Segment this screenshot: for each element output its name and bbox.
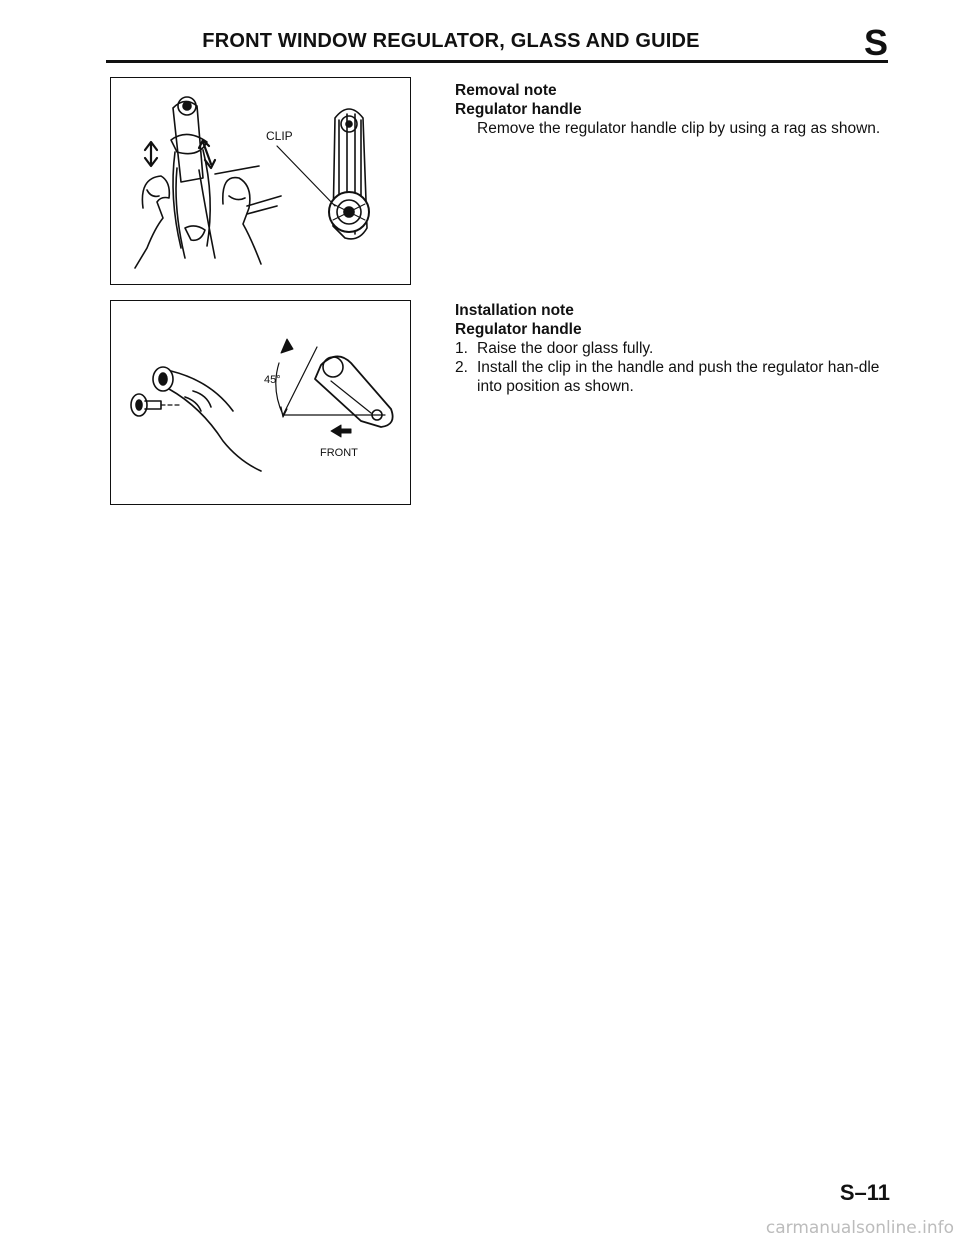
step-number: 2. — [455, 359, 468, 376]
illustration-handle-install — [111, 301, 409, 503]
figure-installation — [110, 300, 411, 505]
figure-removal — [110, 77, 411, 285]
illustration-rag-removal — [111, 78, 409, 283]
step-number: 1. — [455, 340, 468, 357]
installation-step — [455, 339, 890, 358]
installation-note — [455, 301, 890, 396]
removal-text: Remove the regulator handle clip by using a rag as shown. — [477, 120, 881, 137]
page-header — [106, 24, 888, 64]
angle-label: 45° — [264, 374, 281, 386]
step-text: Install the clip in the handle and push the regulator han-dle into position as shown. — [477, 359, 880, 395]
section-letter: S — [863, 22, 888, 63]
clip-label: CLIP — [266, 129, 293, 143]
removal-note — [455, 81, 890, 138]
installation-step — [455, 358, 890, 396]
page-title: FRONT WINDOW REGULATOR, GLASS AND GUIDE — [202, 30, 700, 52]
watermark: carmanualsonline.info — [765, 1218, 954, 1238]
removal-heading: Removal note — [455, 82, 557, 99]
page-number: S–11 — [839, 1180, 890, 1205]
installation-subheading: Regulator handle — [455, 321, 582, 338]
removal-subheading: Regulator handle — [455, 101, 582, 118]
front-label: FRONT — [320, 447, 358, 459]
step-text: Raise the door glass fully. — [477, 340, 654, 357]
installation-heading: Installation note — [455, 302, 574, 319]
header-rule — [106, 60, 888, 63]
